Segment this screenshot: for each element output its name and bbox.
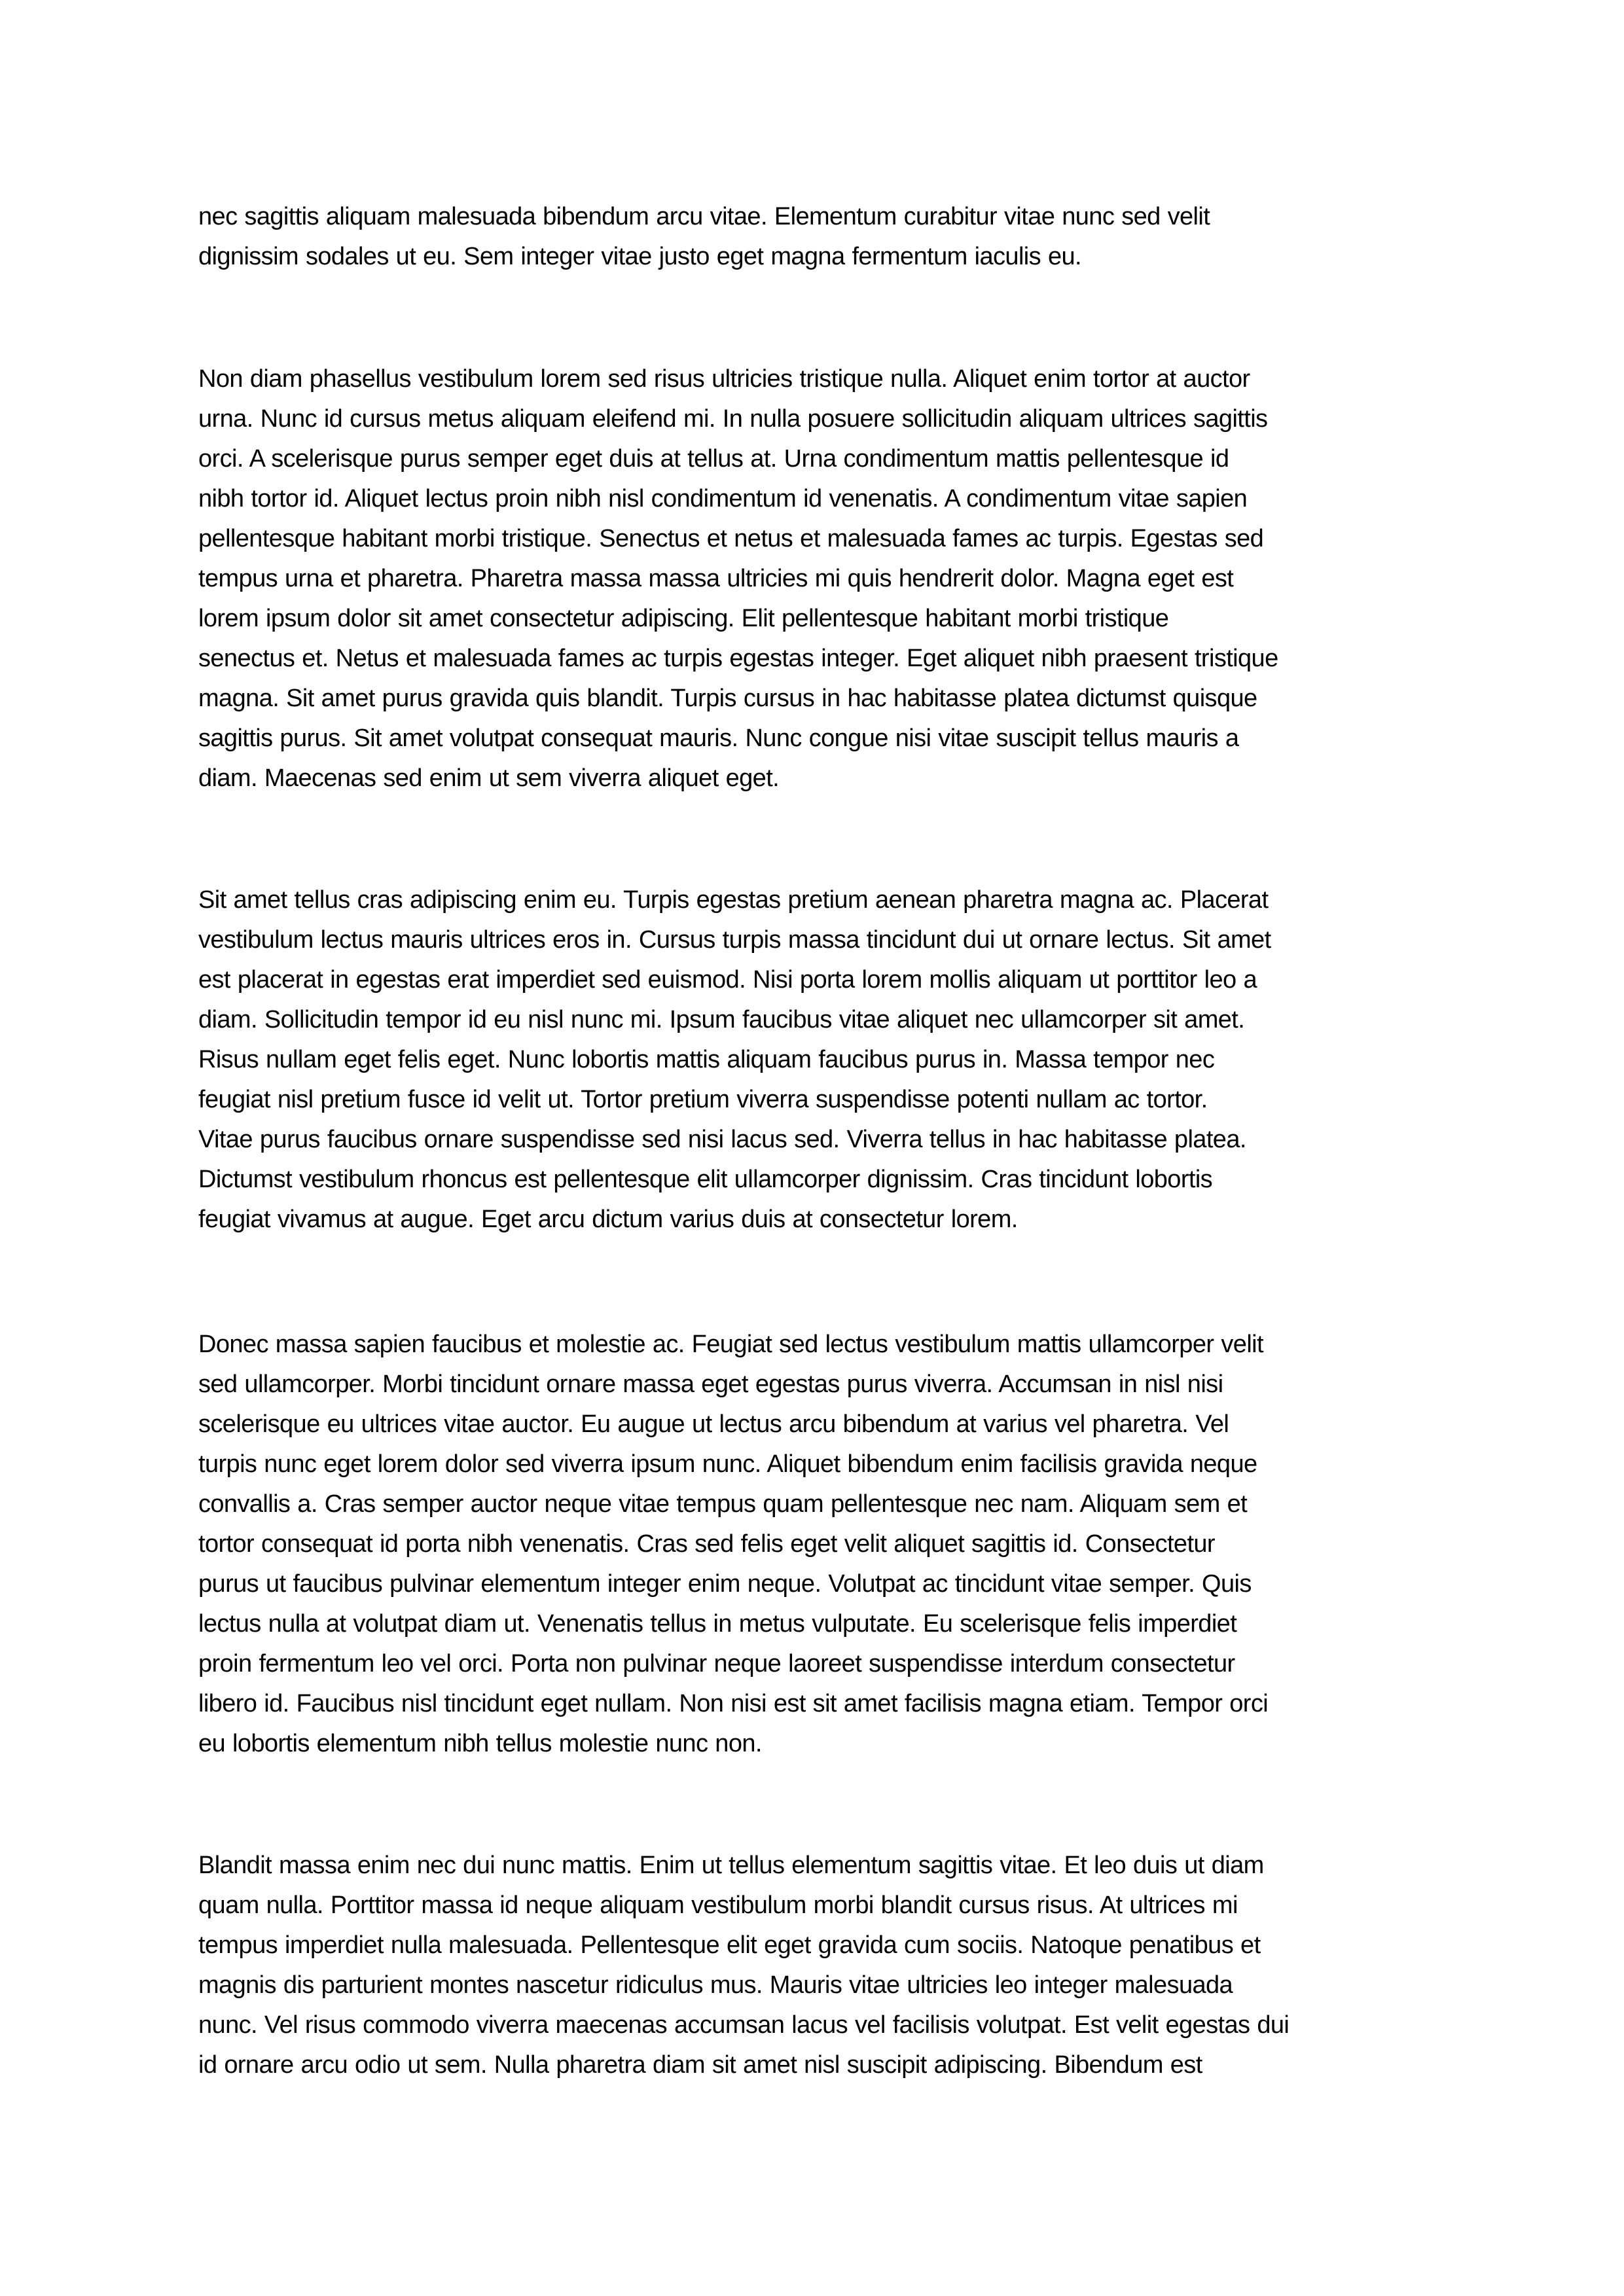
- text-line: feugiat nisl pretium fusce id velit ut. Tortor pretium viverra suspendisse potenti nullam ac tortor.: [198, 1086, 1208, 1113]
- text-line: quam nulla. Porttitor massa id neque aliquam vestibulum morbi blandit cursus risus. At ultrices mi: [198, 1892, 1238, 1919]
- text-line: libero id. Faucibus nisl tincidunt eget nullam. Non nisi est sit amet facilisis magna etiam. Tempor orci: [198, 1690, 1269, 1717]
- text-line: magna. Sit amet purus gravida quis blandit. Turpis cursus in hac habitasse platea dictumst quisque: [198, 685, 1257, 712]
- text-line: lectus nulla at volutpat diam ut. Venenatis tellus in metus vulputate. Eu scelerisque felis imperdiet: [198, 1610, 1237, 1638]
- text-line: purus ut faucibus pulvinar elementum integer enim neque. Volutpat ac tincidunt vitae semper. Quis: [198, 1570, 1252, 1598]
- text-line: proin fermentum leo vel orci. Porta non pulvinar neque laoreet suspendisse interdum consectetur: [198, 1650, 1235, 1677]
- text-line: nibh tortor id. Aliquet lectus proin nibh nisl condimentum id venenatis. A condimentum vitae sapien: [198, 485, 1248, 512]
- text-line: tortor consequat id porta nibh venenatis. Cras sed felis eget velit aliquet sagittis id. Consectetur: [198, 1530, 1215, 1558]
- text-line: dignissim sodales ut eu. Sem integer vitae justo eget magna fermentum iaculis eu.: [198, 243, 1082, 270]
- paragraph-2: [198, 359, 1422, 798]
- paragraph-1: [198, 197, 1422, 277]
- text-line: tempus urna et pharetra. Pharetra massa massa ultricies mi quis hendrerit dolor. Magna eget est: [198, 565, 1234, 592]
- text-line: nunc. Vel risus commodo viverra maecenas accumsan lacus vel facilisis volutpat. Est velit egestas dui: [198, 2011, 1290, 2039]
- text-line: convallis a. Cras semper auctor neque vitae tempus quam pellentesque nec nam. Aliquam sem et: [198, 1490, 1248, 1518]
- text-line: Risus nullam eget felis eget. Nunc lobortis mattis aliquam faucibus purus in. Massa tempor nec: [198, 1046, 1215, 1073]
- text-line: Dictumst vestibulum rhoncus est pellentesque elit ullamcorper dignissim. Cras tincidunt lobortis: [198, 1166, 1213, 1193]
- text-line: nec sagittis aliquam malesuada bibendum arcu vitae. Elementum curabitur vitae nunc sed velit: [198, 203, 1210, 230]
- text-line: turpis nunc eget lorem dolor sed viverra ipsum nunc. Aliquet bibendum enim facilisis gravida neque: [198, 1450, 1257, 1478]
- text-line: pellentesque habitant morbi tristique. Senectus et netus et malesuada fames ac turpis. Egestas sed: [198, 525, 1264, 552]
- text-line: diam. Sollicitudin tempor id eu nisl nunc mi. Ipsum faucibus vitae aliquet nec ullamcorper sit amet.: [198, 1006, 1245, 1033]
- text-line: orci. A scelerisque purus semper eget duis at tellus at. Urna condimentum mattis pellentesque id: [198, 445, 1229, 473]
- text-line: id ornare arcu odio ut sem. Nulla pharetra diam sit amet nisl suscipit adipiscing. Bibendum est: [198, 2051, 1202, 2079]
- text-line: Non diam phasellus vestibulum lorem sed risus ultricies tristique nulla. Aliquet enim tortor at auctor: [198, 365, 1250, 393]
- text-line: Sit amet tellus cras adipiscing enim eu. Turpis egestas pretium aenean pharetra magna ac. Placerat: [198, 886, 1269, 914]
- text-line: Vitae purus faucibus ornare suspendisse sed nisi lacus sed. Viverra tellus in hac habitasse platea.: [198, 1126, 1246, 1153]
- text-line: sed ullamcorper. Morbi tincidunt ornare massa eget egestas purus viverra. Accumsan in nisl nisi: [198, 1371, 1223, 1398]
- text-line: eu lobortis elementum nibh tellus molestie nunc non.: [198, 1730, 762, 1757]
- text-line: sagittis purus. Sit amet volutpat consequat mauris. Nunc congue nisi vitae suscipit tellus mauris a: [198, 725, 1239, 752]
- paragraph-3: [198, 880, 1422, 1240]
- paragraph-5: [198, 1846, 1422, 2085]
- paragraph-4: [198, 1325, 1422, 1764]
- text-line: feugiat vivamus at augue. Eget arcu dictum varius duis at consectetur lorem.: [198, 1206, 1018, 1233]
- text-line: magnis dis parturient montes nascetur ridiculus mus. Mauris vitae ultricies leo integer malesuada: [198, 1971, 1233, 1999]
- text-line: lorem ipsum dolor sit amet consectetur adipiscing. Elit pellentesque habitant morbi tristique: [198, 605, 1169, 632]
- text-line: senectus et. Netus et malesuada fames ac turpis egestas integer. Eget aliquet nibh praesent tristique: [198, 645, 1278, 672]
- text-line: diam. Maecenas sed enim ut sem viverra aliquet eget.: [198, 764, 780, 792]
- text-line: urna. Nunc id cursus metus aliquam eleifend mi. In nulla posuere sollicitudin aliquam ultrices sagittis: [198, 405, 1268, 433]
- text-line: Donec massa sapien faucibus et molestie ac. Feugiat sed lectus vestibulum mattis ullamcorper velit: [198, 1331, 1263, 1358]
- text-line: est placerat in egestas erat imperdiet sed euismod. Nisi porta lorem mollis aliquam ut porttitor leo a: [198, 966, 1257, 994]
- text-line: scelerisque eu ultrices vitae auctor. Eu augue ut lectus arcu bibendum at varius vel pharetra. Vel: [198, 1410, 1229, 1438]
- text-line: Blandit massa enim nec dui nunc mattis. Enim ut tellus elementum sagittis vitae. Et leo duis ut diam: [198, 1852, 1264, 1879]
- text-line: vestibulum lectus mauris ultrices eros in. Cursus turpis massa tincidunt dui ut ornare lectus. Sit amet: [198, 926, 1271, 954]
- text-line: tempus imperdiet nulla malesuada. Pellentesque elit eget gravida cum sociis. Natoque penatibus et: [198, 1931, 1261, 1959]
